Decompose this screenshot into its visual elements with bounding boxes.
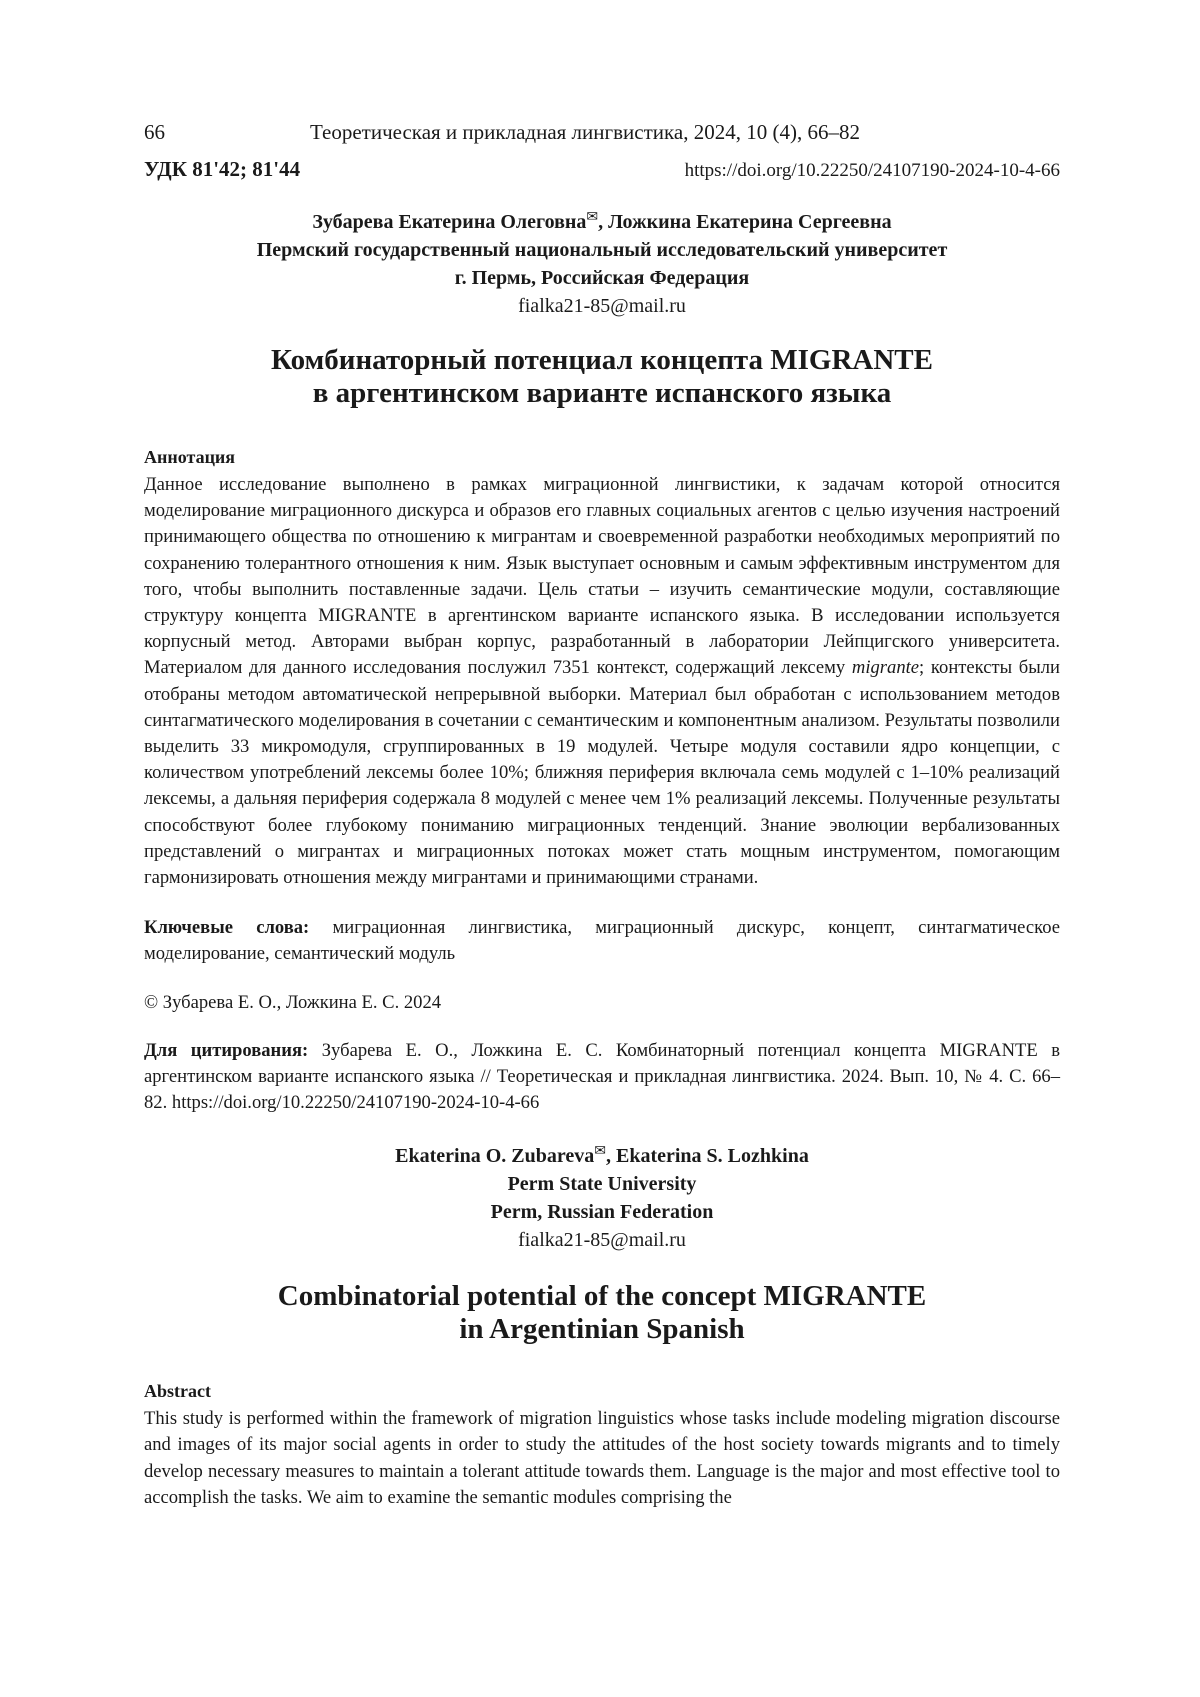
article-first-page (144, 118, 1060, 1511)
ru-citation-text: Зубарева Е. О., Ложкина Е. С. Комбинаторный потенциал концепта MIGRANTE в аргентинском варианте испанского языка // Теоретическая и прикладная лингвистика. 2024. Вып. 10, № 4. С. 66–82. https://doi.org/10.22250/24107190-2024-10-4-66 (144, 1039, 1060, 1114)
ru-keywords-text: миграционная лингвистика, миграционный дискурс, концепт, синтагматическое моделирование, семантический модуль (144, 917, 1060, 965)
en-title-line-1: Combinatorial potential of the concept MIGRANTE (277, 1280, 927, 1313)
ru-abstract-part-2: ; контексты были отобраны методом автоматической непрерывной выборки. Материал был обработан с использованием методов синтагматического моделирования в сочетании с семантическим и компонентным анализом. Результаты позволили выделить 33 микромодуля, сгруппированных в 19 модулей. Четыре модуля составили ядро концепции, с количеством употреблений лексемы более 10%; ближняя периферия включала семь модулей с 1–10% реализаций лексемы, а дальняя периферия содержала 8 модулей с менее чем 1% реализаций лексемы. Полученные результаты способствуют более глубокому пониманию миграционных тенденций. Знание эволюции вербализованных представлений о мигрантах и миграционных потоках может стать мощным инструментом, помогающим гармонизировать отношения между мигрантами и принимающими странами. (144, 657, 1060, 889)
en-email[interactable]: fialka21-85@mail.ru (518, 1229, 686, 1252)
en-abstract-heading: Abstract (144, 1381, 211, 1402)
en-article-title (144, 1280, 1060, 1346)
ru-author-first: Зубарева Екатерина Олеговна (312, 211, 587, 233)
en-city: Perm, Russian Federation (490, 1201, 714, 1224)
en-title-line-2: in Argentinian Spanish (459, 1313, 745, 1346)
ru-title-line-2: в аргентинском варианте испанского языка (312, 377, 892, 409)
ru-article-title (144, 344, 1060, 410)
ru-affiliation: Пермский государственный национальный исследовательский университет (256, 239, 948, 261)
ru-author-second: , Ложкина Екатерина Сергеевна (598, 211, 892, 233)
ru-email[interactable]: fialka21-85@mail.ru (518, 295, 686, 317)
journal-reference: Теоретическая и прикладная лингвистика, 2024, 10 (4), 66–82 (310, 120, 860, 144)
envelope-icon: ✉ (594, 1144, 606, 1160)
doi-link[interactable]: https://doi.org/10.22250/24107190-2024-10-4-66 (684, 160, 1060, 181)
ru-citation (144, 1038, 1060, 1117)
ru-abstract-italic-term: migrante (851, 657, 920, 679)
en-affiliation: Perm State University (507, 1173, 697, 1196)
ru-title-line-1: Комбинаторный потенциал концепта MIGRANTE (270, 344, 933, 376)
copyright-line: © Зубарева Е. О., Ложкина Е. С. 2024 (144, 991, 442, 1013)
page-number: 66 (144, 120, 165, 144)
envelope-icon: ✉ (586, 210, 599, 225)
en-authors-block (144, 1138, 1060, 1254)
ru-citation-label: Для цитирования: (144, 1039, 309, 1061)
en-author-names (144, 1138, 1060, 1170)
ru-abstract-part-1: Данное исследование выполнено в рамках миграционной лингвистики, к задачам которой относится моделирование миграционного дискурса и образов его главных социальных агентов с целью изучения настроений принимающего общества по отношению к мигрантам и своевременной разработки необходимых мероприятий по сохранению толерантного отношения к ним. Язык выступает основным и самым эффективным инструментом для того, чтобы выполнить поставленные задачи. Цель статьи – изучить семантические модули, составляющие структуру концепта MIGRANTE в аргентинском варианте испанского языка. В исследовании используется корпусный метод. Авторами выбран корпус, разработанный в лаборатории Лейпцигского университета. Материалом для данного исследования послужил 7351 контекст, содержащий лексему (144, 474, 1060, 679)
ru-abstract-heading: Аннотация (144, 447, 236, 467)
ru-keywords-label: Ключевые слова: (144, 917, 310, 939)
ru-author-names (144, 204, 1060, 236)
ru-authors-block (144, 204, 1060, 320)
ru-city: г. Пермь, Российская Федерация (454, 267, 750, 289)
en-abstract-text: This study is performed within the framework of migration linguistics whose tasks include modeling migration discourse and images of its major social agents in order to study the attitudes of the host society towards migrants and to timely develop necessary measures to maintain a tolerant attitude towards them. Language is the major and most effective tool to accomplish the tasks. We aim to examine the semantic modules comprising the (144, 1408, 1060, 1508)
running-head (144, 118, 1060, 146)
ru-abstract-text (144, 472, 1060, 891)
ru-keywords (144, 915, 1060, 967)
en-author-second: , Ekaterina S. Lozhkina (606, 1145, 809, 1168)
udk-code: УДК 81'42; 81'44 (144, 157, 301, 181)
en-author-first: Ekaterina O. Zubareva (395, 1145, 595, 1168)
meta-line (144, 157, 1060, 182)
